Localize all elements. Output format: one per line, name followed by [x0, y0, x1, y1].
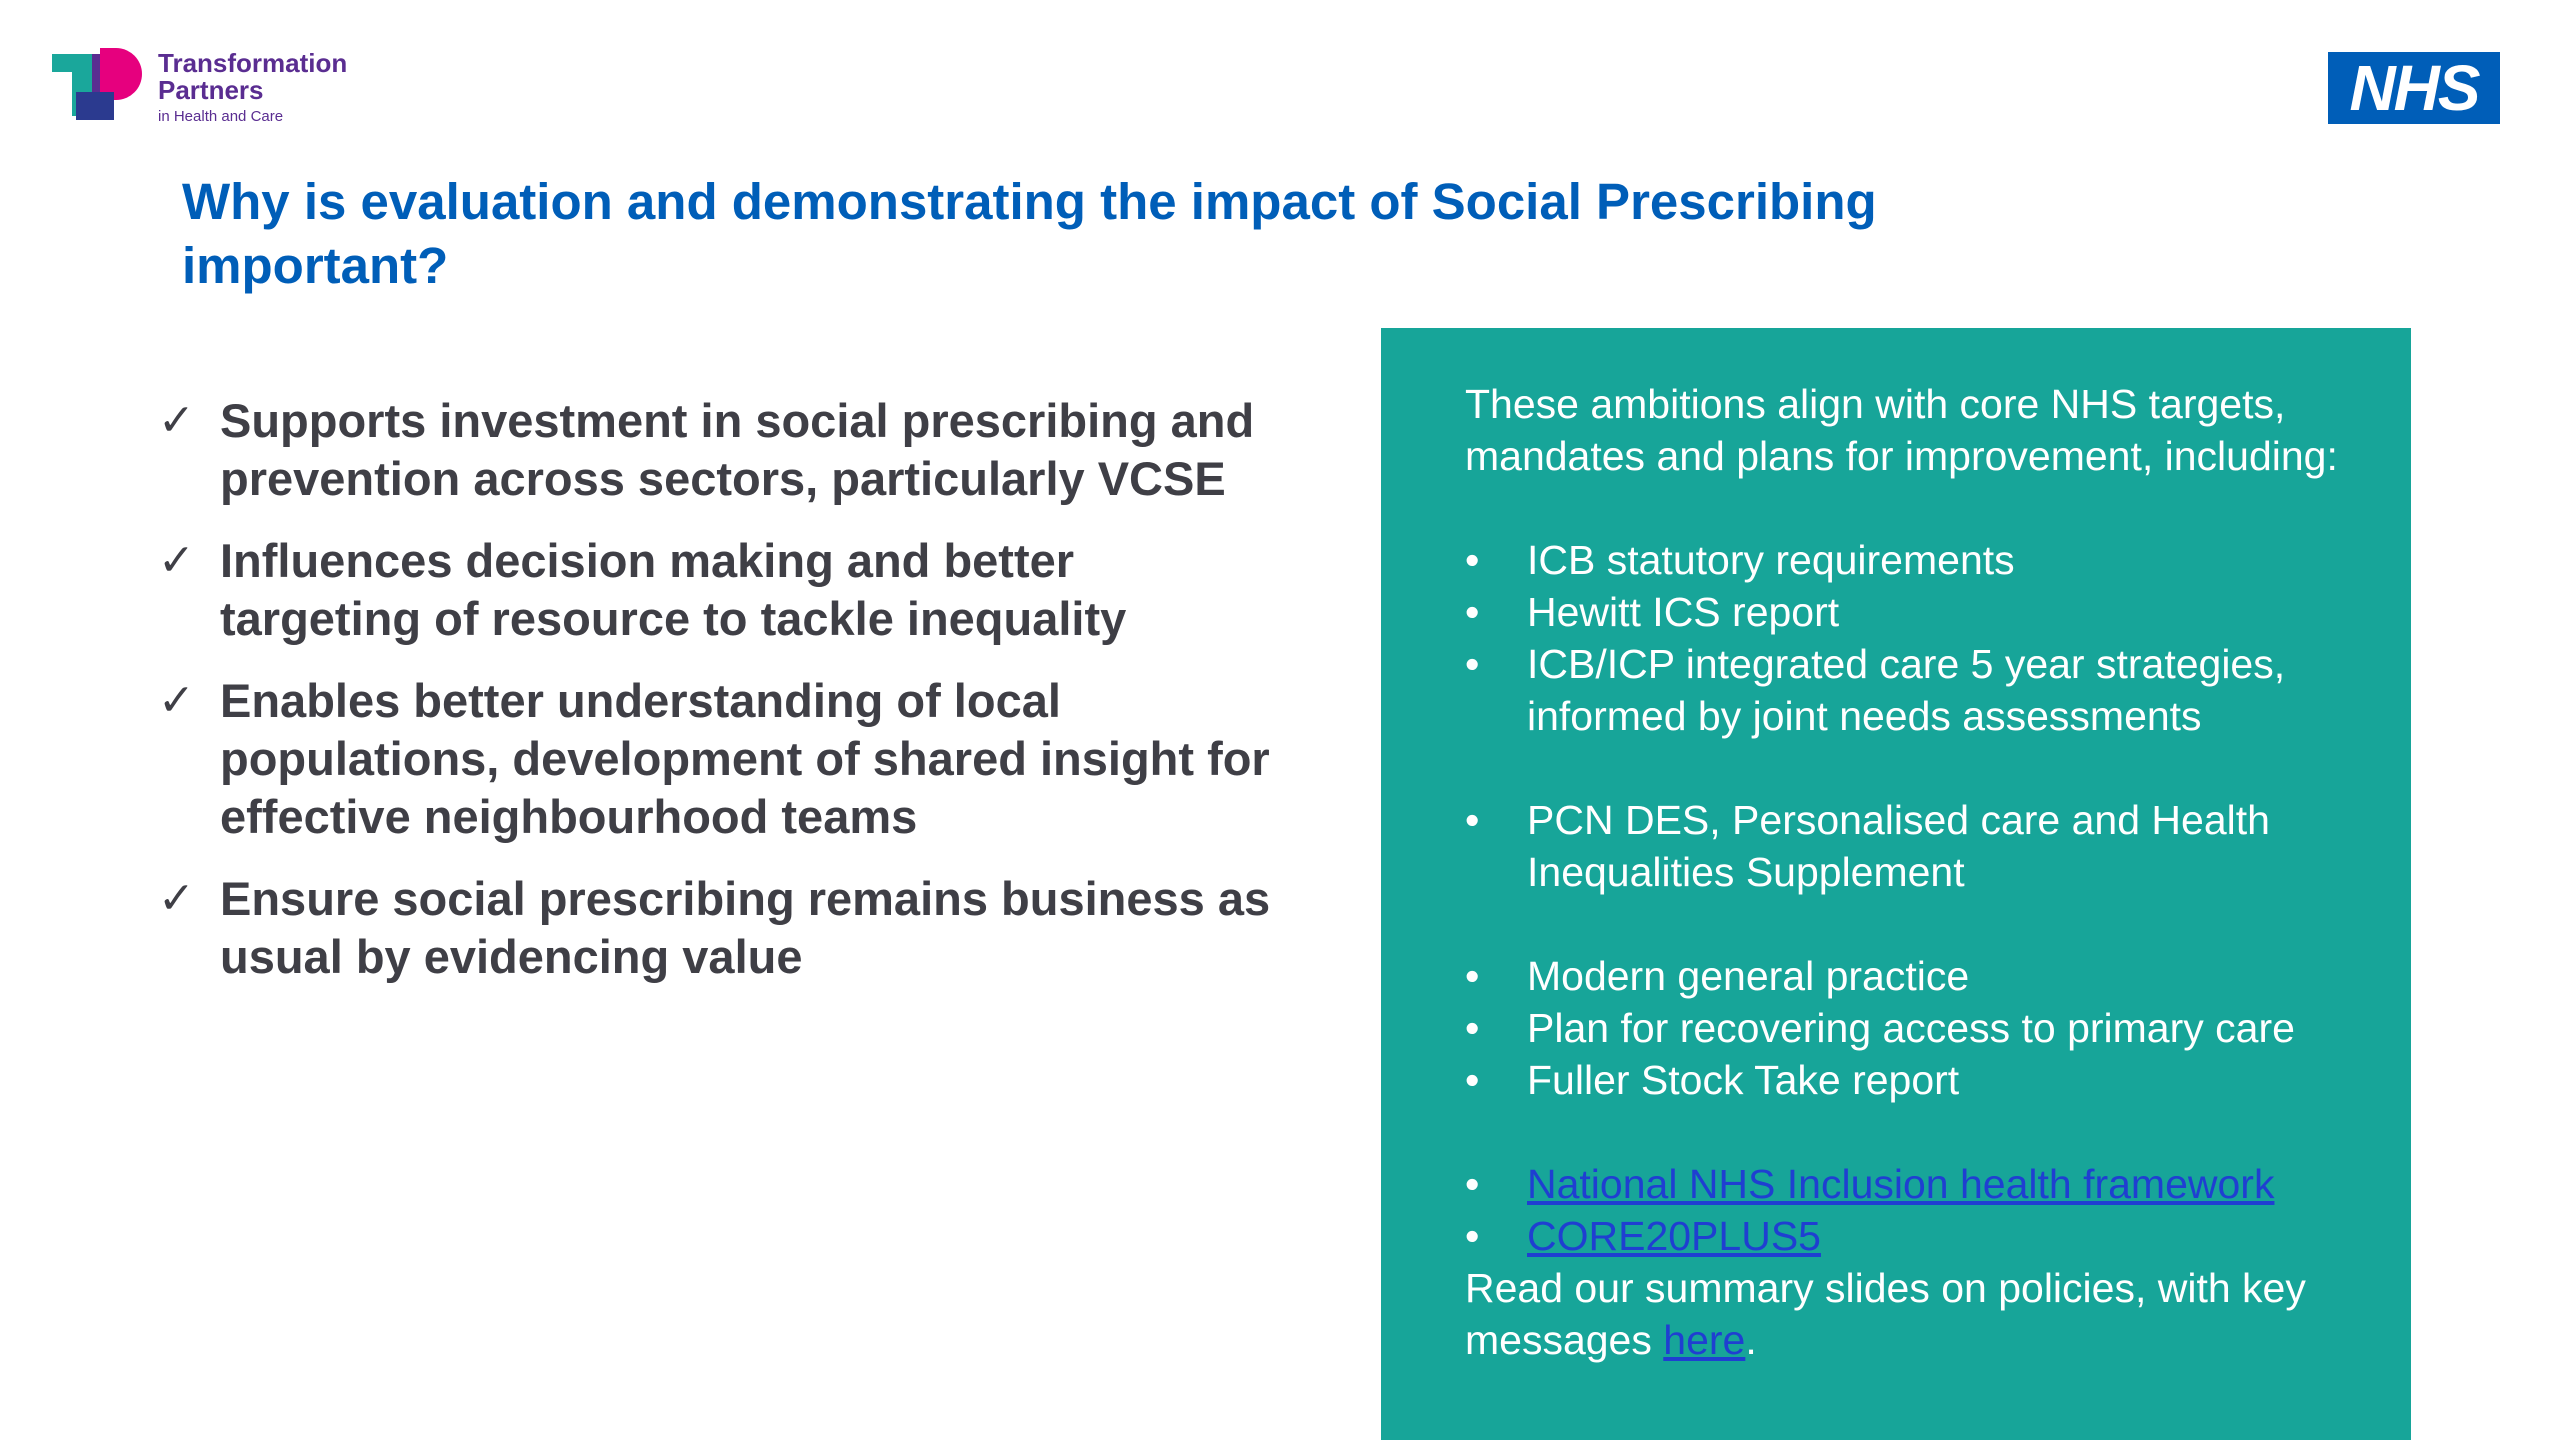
panel-footer [1465, 1262, 2341, 1366]
panel-intro: These ambitions align with core NHS targets, mandates and plans for improvement, including: [1465, 381, 2338, 479]
checkmark-icon: ✓ [158, 536, 195, 585]
list-item [1465, 586, 2341, 638]
checklist-item [158, 532, 1278, 648]
list-item-text: ICB statutory requirements [1527, 537, 2015, 583]
panel-footer-text: Read our summary slides on policies, with key messages [1465, 1265, 2306, 1363]
list-item-text: Fuller Stock Take report [1527, 1057, 1960, 1103]
checkmark-icon: ✓ [158, 396, 195, 445]
benefits-checklist [158, 392, 1278, 1010]
bullet-icon: • [1465, 953, 1480, 999]
nhs-logo: NHS [2328, 52, 2500, 124]
list-item [1465, 638, 2341, 742]
tp-logo-text [158, 50, 347, 124]
list-item [1465, 1158, 2341, 1210]
summary-slides-here-link[interactable]: here [1663, 1317, 1746, 1363]
page-title: Why is evaluation and demonstrating the impact of Social Prescribing important? [182, 173, 1877, 294]
tp-logo-line1: Transformation [158, 48, 348, 78]
checklist-item-text: Enables better understanding of local populations, development of shared insight for effective neighbourhood teams [220, 674, 1270, 843]
list-item [1465, 794, 2341, 898]
bullet-icon: • [1465, 589, 1480, 635]
bullet-icon: • [1465, 1057, 1480, 1103]
panel-footer-end: . [1745, 1317, 1757, 1363]
checklist-item-text: Ensure social prescribing remains business as usual by evidencing value [220, 872, 1271, 983]
list-item [1465, 534, 2341, 586]
bullet-group-2 [1465, 794, 2341, 898]
bullet-icon: • [1465, 1005, 1480, 1051]
list-item [1465, 1054, 2341, 1106]
checklist-item-text: Supports investment in social prescribing and prevention across sectors, particularly VCSE [220, 394, 1255, 505]
tp-logo-line3: in Health and Care [158, 107, 284, 125]
bullet-icon: • [1465, 1161, 1480, 1207]
bullet-icon: • [1465, 1213, 1480, 1259]
checkmark-icon: ✓ [158, 874, 195, 923]
tp-logo-line2: Partners [158, 75, 264, 106]
checklist-item [158, 392, 1278, 508]
inclusion-health-framework-link[interactable]: National NHS Inclusion health framework [1527, 1161, 2275, 1207]
list-item-text: ICB/ICP integrated care 5 year strategies, informed by joint needs assessments [1527, 641, 2286, 739]
bullet-icon: • [1465, 797, 1480, 843]
core20plus5-link[interactable]: CORE20PLUS5 [1527, 1213, 1821, 1259]
bullet-group-3 [1465, 950, 2341, 1106]
list-item [1465, 950, 2341, 1002]
transformation-partners-logo [52, 48, 347, 124]
list-item [1465, 1210, 2341, 1262]
link-list [1465, 1158, 2341, 1262]
list-item [1465, 1002, 2341, 1054]
checkmark-icon: ✓ [158, 676, 195, 725]
list-item-text: Hewitt ICS report [1527, 589, 1840, 635]
checklist-item [158, 672, 1278, 846]
checklist-item-text: Influences decision making and better targeting of resource to tackle inequality [220, 534, 1127, 645]
nhs-targets-panel [1381, 328, 2411, 1440]
list-item-text: Modern general practice [1527, 953, 1970, 999]
list-item-text: PCN DES, Personalised care and Health Inequalities Supplement [1527, 797, 2270, 895]
tp-logo-mark-icon [52, 48, 140, 120]
checklist-item [158, 870, 1278, 986]
list-item-text: Plan for recovering access to primary care [1527, 1005, 2295, 1051]
bullet-icon: • [1465, 537, 1480, 583]
bullet-icon: • [1465, 641, 1480, 687]
bullet-group-1 [1465, 534, 2341, 742]
